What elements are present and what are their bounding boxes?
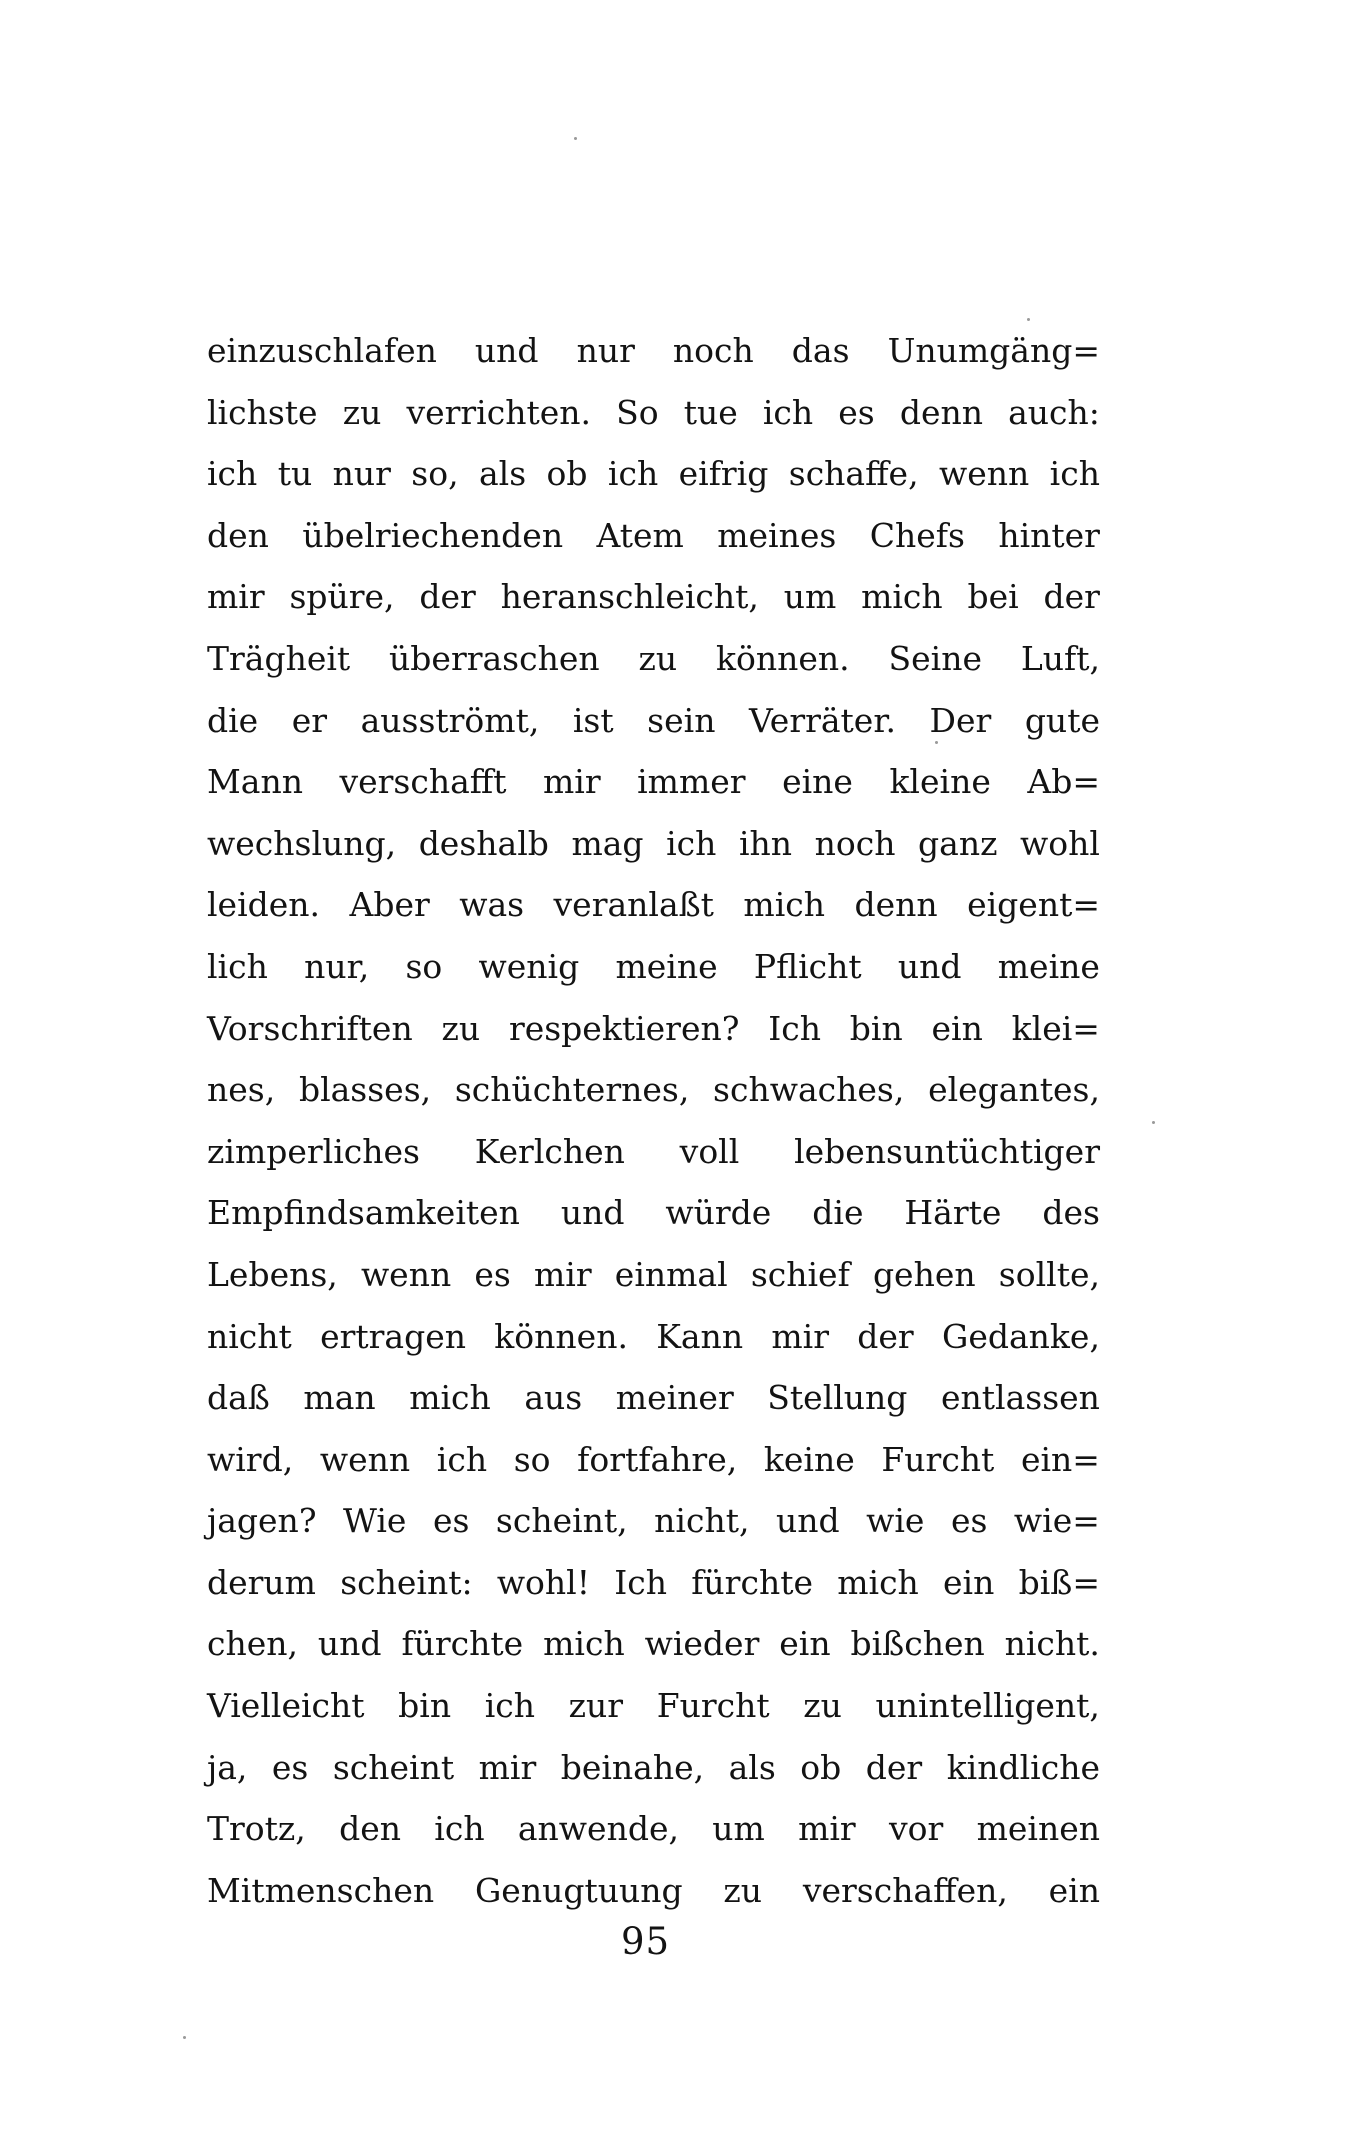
scan-speck: [935, 741, 938, 744]
text-line: lich nur, so wenig meine Pflicht und meine: [207, 946, 1100, 986]
text-line: mir spüre, der heranschleicht, um mich bei der: [207, 577, 1100, 617]
text-line: ich tu nur so, als ob ich eifrig schaffe, wenn ich: [207, 454, 1100, 494]
text-line: Lebens, wenn es mir einmal schief gehen sollte,: [207, 1254, 1100, 1294]
text-line: nicht ertragen können. Kann mir der Gedanke,: [207, 1316, 1100, 1356]
text-line: den übelriechenden Atem meines Chefs hinter: [207, 515, 1100, 555]
text-line: wird, wenn ich so fortfahre, keine Furcht ein=: [207, 1439, 1100, 1479]
text-line: zimperliches Kerlchen voll lebensuntüchtiger: [207, 1131, 1100, 1171]
text-line: Empfindsamkeiten und würde die Härte des: [207, 1193, 1100, 1233]
text-line: Trägheit überraschen zu können. Seine Luft,: [207, 638, 1100, 678]
text-line: nes, blasses, schüchternes, schwaches, elegantes,: [207, 1070, 1100, 1110]
text-line: chen, und fürchte mich wieder ein bißchen nicht.: [207, 1624, 1100, 1664]
text-line: ja, es scheint mir beinahe, als ob der kindliche: [207, 1747, 1100, 1787]
text-line: jagen? Wie es scheint, nicht, und wie es wie=: [207, 1501, 1100, 1541]
text-line: Vielleicht bin ich zur Furcht zu unintelligent,: [207, 1686, 1100, 1726]
scan-speck: [1152, 1121, 1155, 1124]
scan-speck: [183, 2036, 186, 2039]
text-line: daß man mich aus meiner Stellung entlassen: [207, 1378, 1100, 1418]
text-line: einzuschlafen und nur noch das Unumgäng=: [207, 331, 1100, 370]
scan-speck: [1027, 318, 1030, 321]
text-line: wechslung, deshalb mag ich ihn noch ganz wohl: [207, 823, 1100, 863]
scan-speck: [574, 137, 577, 140]
text-line: leiden. Aber was veranlaßt mich denn eigent=: [207, 885, 1100, 925]
text-line: derum scheint: wohl! Ich fürchte mich ein biß=: [207, 1562, 1100, 1602]
text-line: Trotz, den ich anwende, um mir vor meinen: [207, 1809, 1100, 1849]
text-line: Mann verschafft mir immer eine kleine Ab=: [207, 762, 1100, 802]
page-number: 95: [620, 1920, 671, 1963]
text-line: Mitmenschen Genugtuung zu verschaffen, ein: [207, 1870, 1100, 1910]
body-text: [207, 320, 1100, 1921]
text-line: die er ausströmt, ist sein Verräter. Der gute: [207, 700, 1100, 740]
text-line: lichste zu verrichten. So tue ich es denn auch:: [207, 392, 1100, 432]
text-line: Vorschriften zu respektieren? Ich bin ein klei=: [207, 1008, 1100, 1048]
